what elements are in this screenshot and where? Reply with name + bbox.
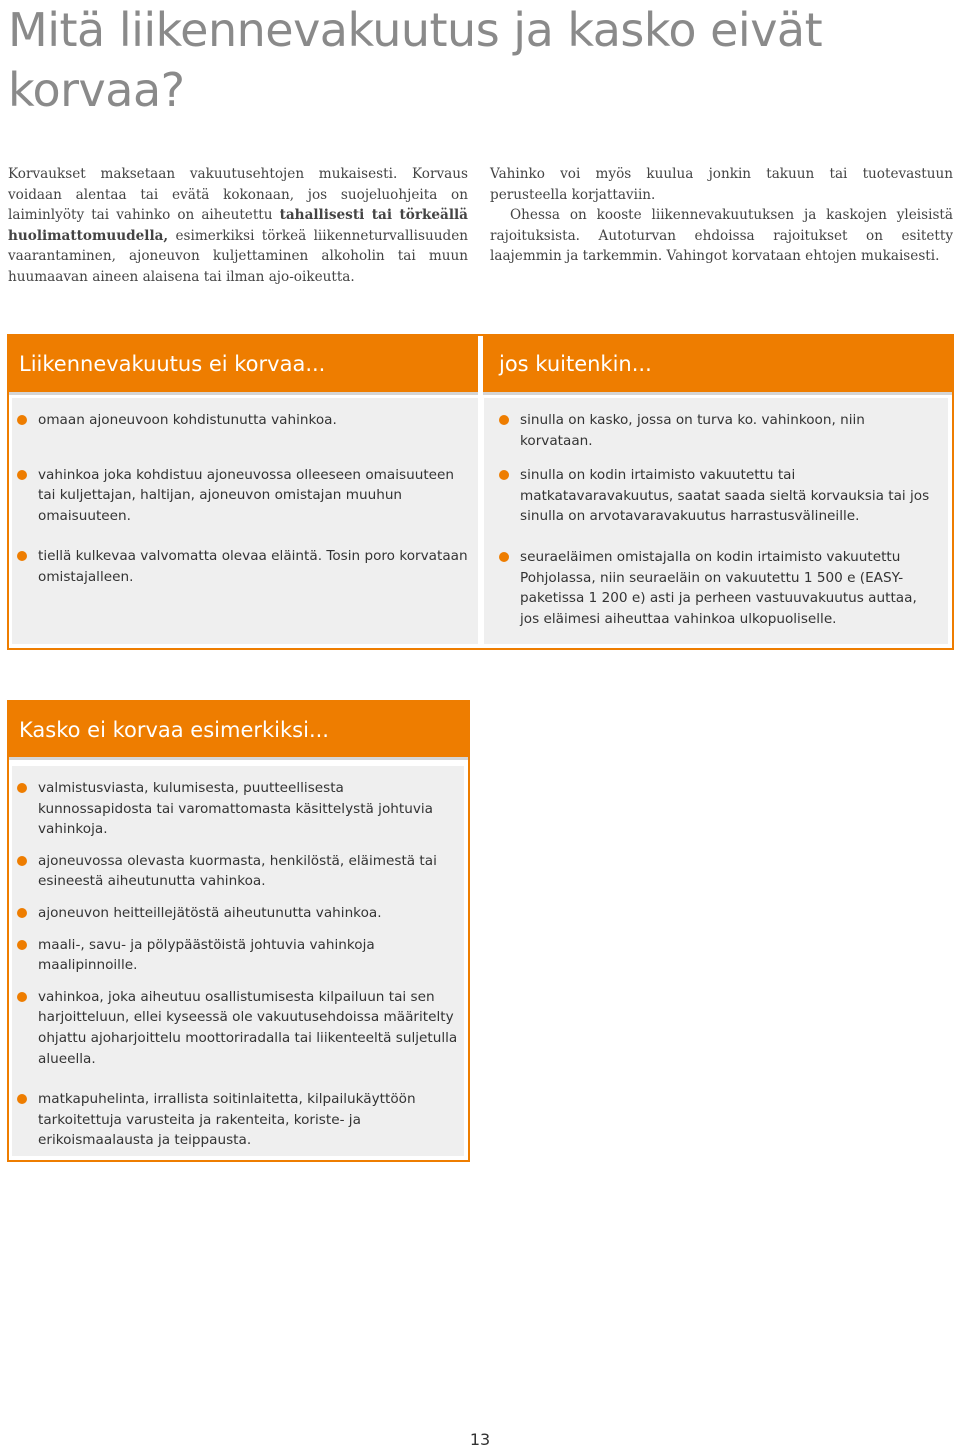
list-item bbox=[14, 1089, 458, 1151]
traffic-insurance-list-cell bbox=[12, 398, 478, 644]
list-item bbox=[14, 851, 458, 892]
traffic-insurance-list bbox=[12, 398, 478, 588]
list-item-text: vahinkoa joka kohdistuu ajoneuvossa olleeseen omaisuuteen tai kuljettajan, haltijan, ajoneuvon omistajan muuhun omaisuuteen. bbox=[38, 466, 454, 524]
list-item bbox=[14, 465, 472, 527]
list-item bbox=[496, 465, 938, 527]
bullet-icon bbox=[499, 552, 509, 562]
list-item-text: seuraeläimen omistajalla on kodin irtaimisto vakuutettu Pohjolassa, niin seuraeläin on vakuutettu 1 500 e (EASY-paketissa 1 200 e) asti ja perheen vastuuvakuutus auttaa, jos eläimesi aiheuttaa vahinkoa ulkopuoliselle. bbox=[520, 548, 917, 627]
bullet-icon bbox=[17, 908, 27, 918]
bullet-icon bbox=[17, 470, 27, 480]
kasko-box bbox=[7, 700, 470, 1162]
list-item-text: tiellä kulkevaa valvomatta olevaa eläintä. Tosin poro korvataan omistajalleen. bbox=[38, 548, 468, 585]
intro-left-bold-text: tahallisesti tai törkeällä huolimattomuudella, bbox=[8, 207, 468, 244]
list-item bbox=[14, 987, 458, 1069]
list-item bbox=[14, 410, 472, 431]
bullet-icon bbox=[17, 551, 27, 561]
bullet-icon bbox=[17, 992, 27, 1002]
kasko-header: Kasko ei korvaa esimerkiksi... bbox=[9, 702, 468, 760]
list-item-text: vahinkoa, joka aiheutuu osallistumisesta kilpailuun tai sen harjoitteluun, ellei kyseessä ole vakuutusehdoissa määritelty ohjattu ajoharjoittelu moottoriradalla tai liikenteeltä suljetulla alueella. bbox=[38, 988, 458, 1067]
list-item-text: sinulla on kasko, jossa on turva ko. vahinkoon, niin korvataan. bbox=[520, 412, 865, 449]
kasko-list bbox=[12, 766, 464, 1151]
list-item-text: valmistusviasta, kulumisesta, puutteellisesta kunnossapidosta tai varomattomasta käsittelystä johtuvia vahinkoja. bbox=[38, 780, 433, 838]
bullet-icon bbox=[17, 415, 27, 425]
list-item-text: ajoneuvossa olevasta kuormasta, henkilöstä, eläimestä tai esineestä aiheutunutta vahinkoa. bbox=[38, 852, 437, 890]
bullet-icon bbox=[17, 856, 27, 866]
intro-right-paragraph-1: Vahinko voi myös kuulua jonkin takuun tai tuotevastuun perusteella korjattaviin. bbox=[490, 166, 953, 203]
bullet-icon bbox=[499, 415, 509, 425]
list-item bbox=[14, 546, 472, 587]
intro-left-column bbox=[8, 164, 468, 288]
traffic-insurance-box bbox=[7, 334, 954, 650]
intro-right-paragraph-2: Ohessa on kooste liikennevakuutuksen ja kaskojen yleisistä rajoituksista. Autoturvan ehdoissa rajoitukset on esitetty laajemmin ja tarkemmin. Vahingot korvataan ehtojen mukaisesti. bbox=[490, 207, 953, 265]
intro-right-column bbox=[490, 164, 953, 267]
intro-left-paragraph bbox=[8, 164, 468, 288]
exceptions-list-cell bbox=[484, 398, 948, 644]
list-item bbox=[14, 903, 458, 924]
bullet-icon bbox=[499, 470, 509, 480]
list-item bbox=[496, 547, 938, 629]
intro-left-text-1: Korvaukset maksetaan vakuutusehtojen mukaisesti. Korvaus voidaan alentaa tai evätä kokonaan, jos suojeluohjeita on laiminlyöty tai vahinko on aiheutettu bbox=[8, 166, 468, 224]
bullet-icon bbox=[17, 783, 27, 793]
list-item-text: ajoneuvon heitteillejätöstä aiheutunutta vahinkoa. bbox=[38, 904, 382, 921]
exceptions-header: jos kuitenkin... bbox=[483, 336, 952, 395]
intro-left-text-2: esimerkiksi törkeä liikenneturvallisuuden vaarantaminen, ajoneuvon kuljettaminen alkoholin tai muun huumaavan aineen alaisena tai ilman ajo-oikeutta. bbox=[8, 227, 468, 285]
exceptions-list bbox=[484, 398, 948, 629]
traffic-insurance-header: Liikennevakuutus ei korvaa... bbox=[9, 336, 478, 395]
list-item bbox=[14, 935, 458, 976]
page-title: Mitä liikennevakuutus ja kasko eivät korvaa? bbox=[8, 3, 823, 117]
list-item-text: matkapuhelinta, irrallista soitinlaitetta, kilpailukäyttöön tarkoitettuja varusteita ja rakenteita, koriste- ja erikoismaalausta ja teippausta. bbox=[38, 1091, 416, 1149]
list-item bbox=[496, 410, 938, 451]
bullet-icon bbox=[17, 940, 27, 950]
list-item-text: omaan ajoneuvoon kohdistunutta vahinkoa. bbox=[38, 412, 337, 428]
kasko-list-cell bbox=[12, 766, 464, 1156]
list-item-text: sinulla on kodin irtaimisto vakuutettu tai matkatavaravakuutus, saatat saada sieltä korvauksia tai jos sinulla on arvotavaravakuutus harrastusvälineille. bbox=[520, 467, 930, 525]
page-number: 13 bbox=[469, 1430, 491, 1449]
list-item-text: maali-, savu- ja pölypäästöistä johtuvia vahinkoja maalipinnoille. bbox=[38, 936, 375, 974]
list-item bbox=[14, 778, 458, 840]
bullet-icon bbox=[17, 1094, 27, 1104]
